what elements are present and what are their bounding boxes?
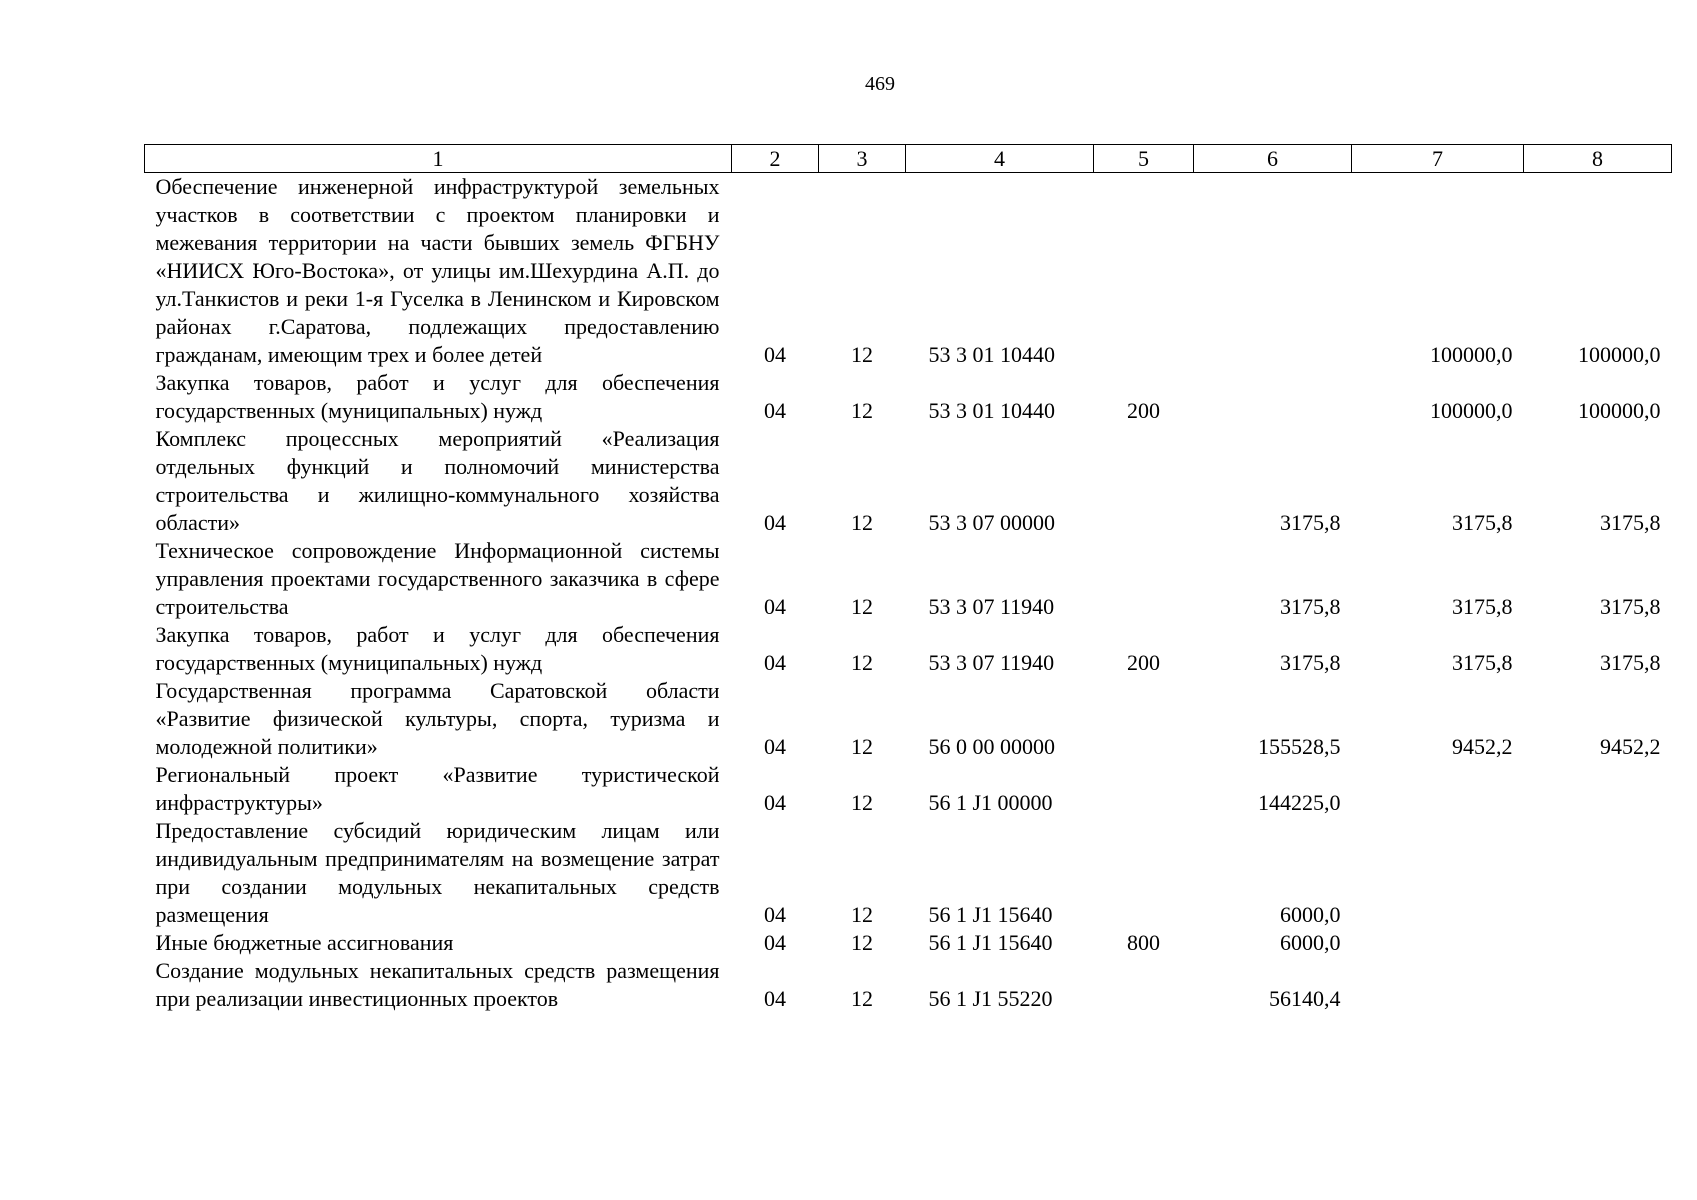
amount-year-1: 6000,0 (1280, 902, 1341, 927)
subsection-code: 12 (851, 790, 873, 815)
expense-type-code (1094, 173, 1194, 370)
target-article-code: 56 0 00 00000 (928, 734, 1055, 759)
table-body (145, 173, 1672, 1014)
row-description: Обеспечение инженерной инфраструктурой земельных участков в соответствии с проектом планировки и межевания территории на части бывших земель ФГБНУ «НИИСХ Юго-Востока», от улицы им.Шехурдина А.П. до ул.Танкистов и реки 1-я Гуселка в Ленинском и Кировском районах г.Саратова, подлежащих предоставлению гражданам, имеющим трех и более детей (155, 174, 720, 367)
target-article-code: 56 1 J1 15640 (928, 902, 1053, 927)
subsection-code: 12 (851, 398, 873, 423)
section-code: 04 (764, 342, 786, 367)
amount-year-3: 9452,2 (1600, 734, 1661, 759)
amount-year-3: 100000,0 (1578, 398, 1661, 423)
column-header: 2 (732, 145, 819, 173)
amount-year-3 (1524, 957, 1672, 1013)
amount-year-2 (1352, 761, 1524, 817)
amount-year-2: 3175,8 (1452, 594, 1513, 619)
amount-year-1: 3175,8 (1280, 594, 1341, 619)
expense-type-code (1094, 425, 1194, 537)
target-article-code: 53 3 07 11940 (928, 650, 1055, 675)
expense-type-code: 200 (1127, 398, 1160, 423)
amount-year-2: 100000,0 (1430, 398, 1513, 423)
amount-year-1: 155528,5 (1258, 734, 1341, 759)
section-code: 04 (764, 902, 786, 927)
target-article-code: 53 3 07 00000 (928, 510, 1055, 535)
amount-year-3: 3175,8 (1600, 510, 1661, 535)
section-code: 04 (764, 594, 786, 619)
column-header: 6 (1194, 145, 1352, 173)
table-row (145, 425, 1672, 537)
row-description: Региональный проект «Развитие туристической инфраструктуры» (155, 762, 720, 815)
column-header: 1 (145, 145, 732, 173)
amount-year-1: 56140,4 (1269, 986, 1341, 1011)
amount-year-2 (1352, 929, 1524, 957)
amount-year-3 (1524, 929, 1672, 957)
budget-table (144, 144, 1672, 1013)
column-header: 7 (1352, 145, 1524, 173)
column-header: 3 (819, 145, 906, 173)
table-row (145, 621, 1672, 677)
amount-year-2 (1352, 957, 1524, 1013)
target-article-code: 53 3 01 10440 (928, 398, 1055, 423)
subsection-code: 12 (851, 734, 873, 759)
page-number: 469 (865, 73, 895, 95)
table-row (145, 957, 1672, 1013)
table-row (145, 929, 1672, 957)
row-description: Закупка товаров, работ и услуг для обеспечения государственных (муниципальных) нужд (155, 622, 720, 675)
amount-year-1: 3175,8 (1280, 510, 1341, 535)
table-row (145, 369, 1672, 425)
subsection-code: 12 (851, 650, 873, 675)
amount-year-1 (1194, 369, 1352, 425)
table-row (145, 817, 1672, 929)
amount-year-1: 3175,8 (1280, 650, 1341, 675)
amount-year-2: 3175,8 (1452, 510, 1513, 535)
section-code: 04 (764, 398, 786, 423)
amount-year-2: 100000,0 (1430, 342, 1513, 367)
expense-type-code: 800 (1127, 930, 1160, 955)
target-article-code: 53 3 07 11940 (928, 594, 1055, 619)
column-header: 8 (1524, 145, 1672, 173)
expense-type-code (1094, 537, 1194, 621)
column-header: 4 (906, 145, 1094, 173)
header-row (145, 145, 1672, 173)
amount-year-3 (1524, 817, 1672, 929)
section-code: 04 (764, 986, 786, 1011)
section-code: 04 (764, 734, 786, 759)
table-row (145, 761, 1672, 817)
subsection-code: 12 (851, 510, 873, 535)
target-article-code: 56 1 J1 15640 (928, 930, 1053, 955)
column-header: 5 (1094, 145, 1194, 173)
amount-year-1: 144225,0 (1258, 790, 1341, 815)
amount-year-3 (1524, 761, 1672, 817)
amount-year-1: 6000,0 (1280, 930, 1341, 955)
section-code: 04 (764, 510, 786, 535)
row-description: Комплекс процессных мероприятий «Реализация отдельных функций и полномочий министерства строительства и жилищно-коммунального хозяйства области» (155, 426, 720, 535)
row-description: Закупка товаров, работ и услуг для обеспечения государственных (муниципальных) нужд (155, 370, 720, 423)
expense-type-code (1094, 677, 1194, 761)
section-code: 04 (764, 650, 786, 675)
expense-type-code (1094, 761, 1194, 817)
subsection-code: 12 (851, 902, 873, 927)
table-row (145, 677, 1672, 761)
row-description: Создание модульных некапитальных средств размещения при реализации инвестиционных проектов (155, 958, 720, 1011)
expense-type-code (1094, 957, 1194, 1013)
amount-year-3: 3175,8 (1600, 594, 1661, 619)
amount-year-3: 3175,8 (1600, 650, 1661, 675)
subsection-code: 12 (851, 986, 873, 1011)
amount-year-2: 9452,2 (1452, 734, 1513, 759)
subsection-code: 12 (851, 930, 873, 955)
expense-type-code (1094, 817, 1194, 929)
row-description: Техническое сопровождение Информационной системы управления проектами государственного заказчика в сфере строительства (155, 538, 720, 619)
section-code: 04 (764, 930, 786, 955)
amount-year-1 (1194, 173, 1352, 370)
amount-year-2: 3175,8 (1452, 650, 1513, 675)
target-article-code: 56 1 J1 55220 (928, 986, 1053, 1011)
table-row (145, 537, 1672, 621)
target-article-code: 53 3 01 10440 (928, 342, 1055, 367)
amount-year-2 (1352, 817, 1524, 929)
expense-type-code: 200 (1127, 650, 1160, 675)
subsection-code: 12 (851, 342, 873, 367)
row-description: Иные бюджетные ассигнования (155, 930, 454, 955)
target-article-code: 56 1 J1 00000 (928, 790, 1053, 815)
section-code: 04 (764, 790, 786, 815)
row-description: Предоставление субсидий юридическим лицам или индивидуальным предпринимателям на возмещение затрат при создании модульных некапитальных средств размещения (155, 818, 720, 927)
row-description: Государственная программа Саратовской области «Развитие физической культуры, спорта, туризма и молодежной политики» (155, 678, 720, 759)
subsection-code: 12 (851, 594, 873, 619)
table-row (145, 173, 1672, 370)
amount-year-3: 100000,0 (1578, 342, 1661, 367)
